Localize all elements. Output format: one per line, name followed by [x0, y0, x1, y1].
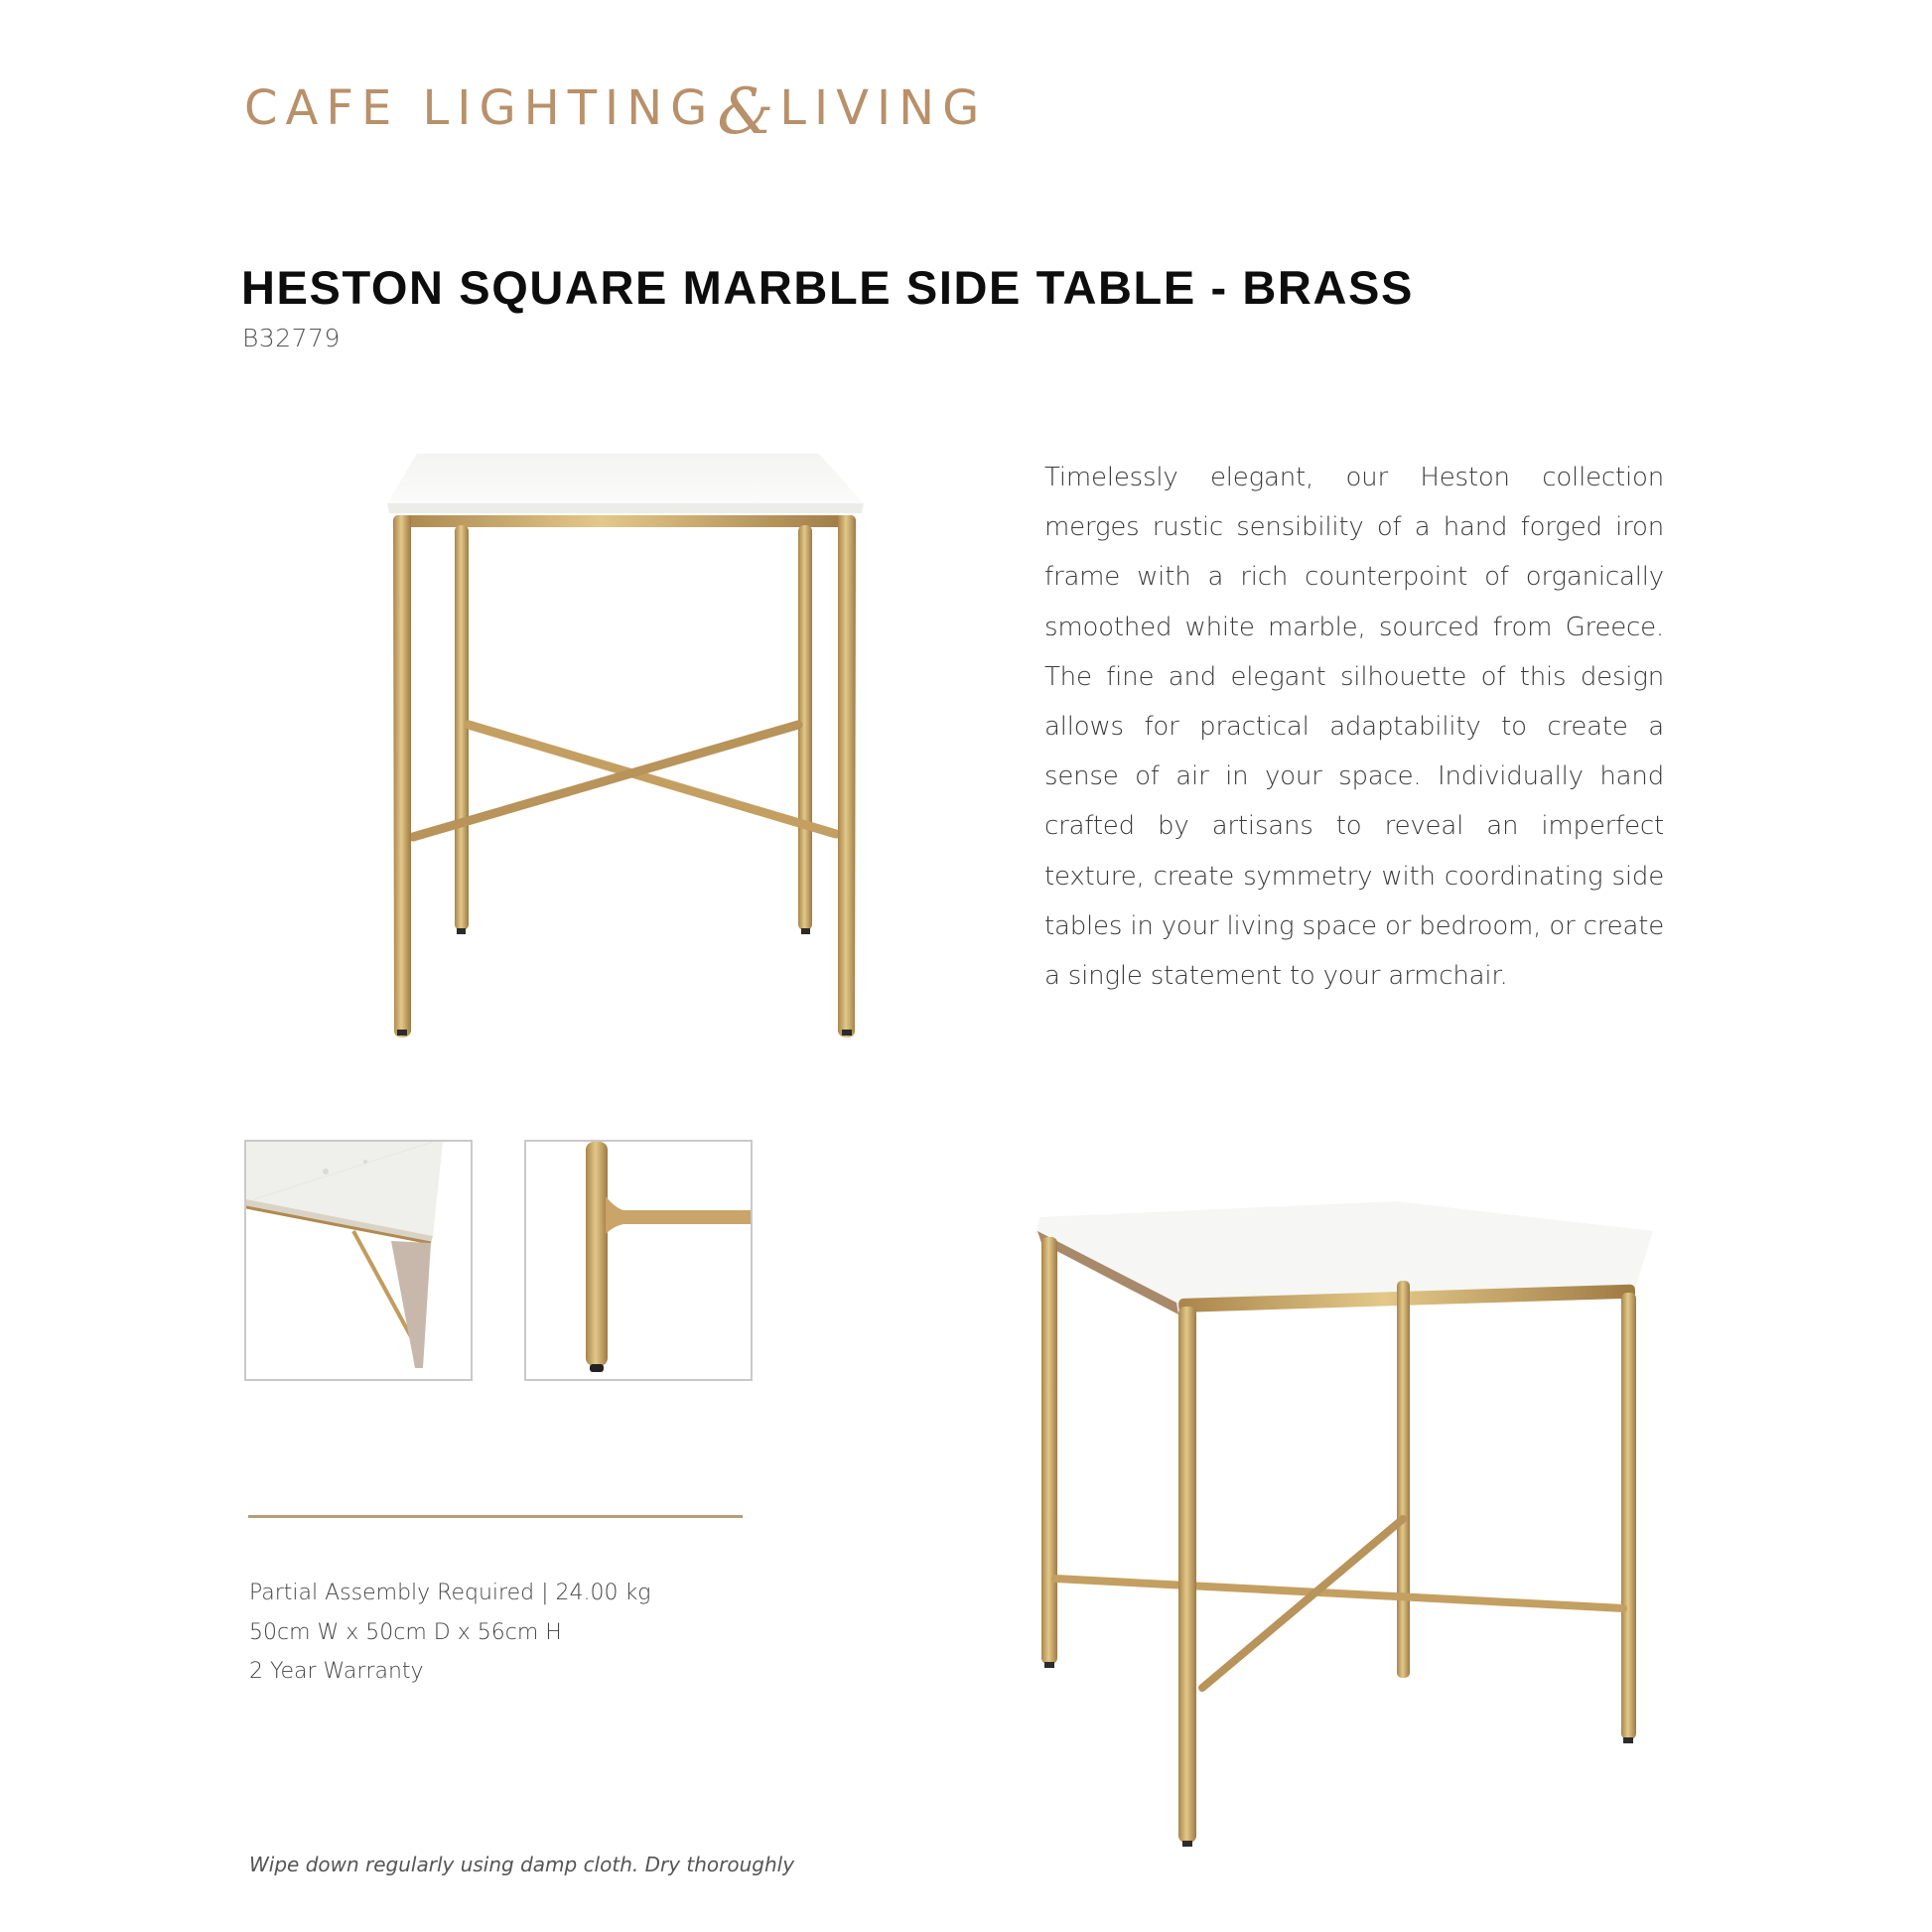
table-angled-illustration: [1028, 1181, 1663, 1857]
brand-logo: [244, 75, 988, 149]
logo-text-left: CAFE LIGHTING: [244, 80, 716, 136]
thumbnail-marble-corner[interactable]: [244, 1140, 473, 1381]
gold-divider: [248, 1515, 743, 1518]
product-image-angled: [1028, 1181, 1663, 1857]
product-sku: B32779: [242, 324, 341, 352]
spec-warranty: 2 Year Warranty: [249, 1659, 424, 1684]
logo-ampersand: &: [717, 75, 774, 149]
spec-assembly-weight: Partial Assembly Required | 24.00 kg: [249, 1581, 651, 1605]
care-instructions: Wipe down regularly using damp cloth. Dry thoroughly: [249, 1853, 795, 1876]
logo-text-right: LIVING: [779, 80, 988, 136]
product-image-front: [377, 442, 874, 1037]
spec-dimensions: 50cm W x 50cm D x 56cm H: [249, 1619, 562, 1645]
thumbnail-leg-detail[interactable]: [524, 1140, 753, 1381]
table-front-illustration: [377, 442, 874, 1037]
marble-corner-illustration: [246, 1142, 471, 1379]
product-description: Timelessly elegant, our Heston collection merges rustic sensibility of a hand forged iron frame with a rich counterpoint of organically smoothed white marble, sourced from Greece. The fine and elegant silhouette of this design allows for practical adaptability to create a sense of air in your space. Individually hand crafted by artisans to reveal an imperfect texture, create symmetry with coordinating side tables in your living space or bedroom, or create a single statement to your armchair.: [1044, 463, 1664, 992]
leg-detail-illustration: [526, 1142, 751, 1379]
product-specs: [249, 1574, 650, 1692]
product-title: HESTON SQUARE MARBLE SIDE TABLE - BRASS: [241, 261, 1414, 314]
